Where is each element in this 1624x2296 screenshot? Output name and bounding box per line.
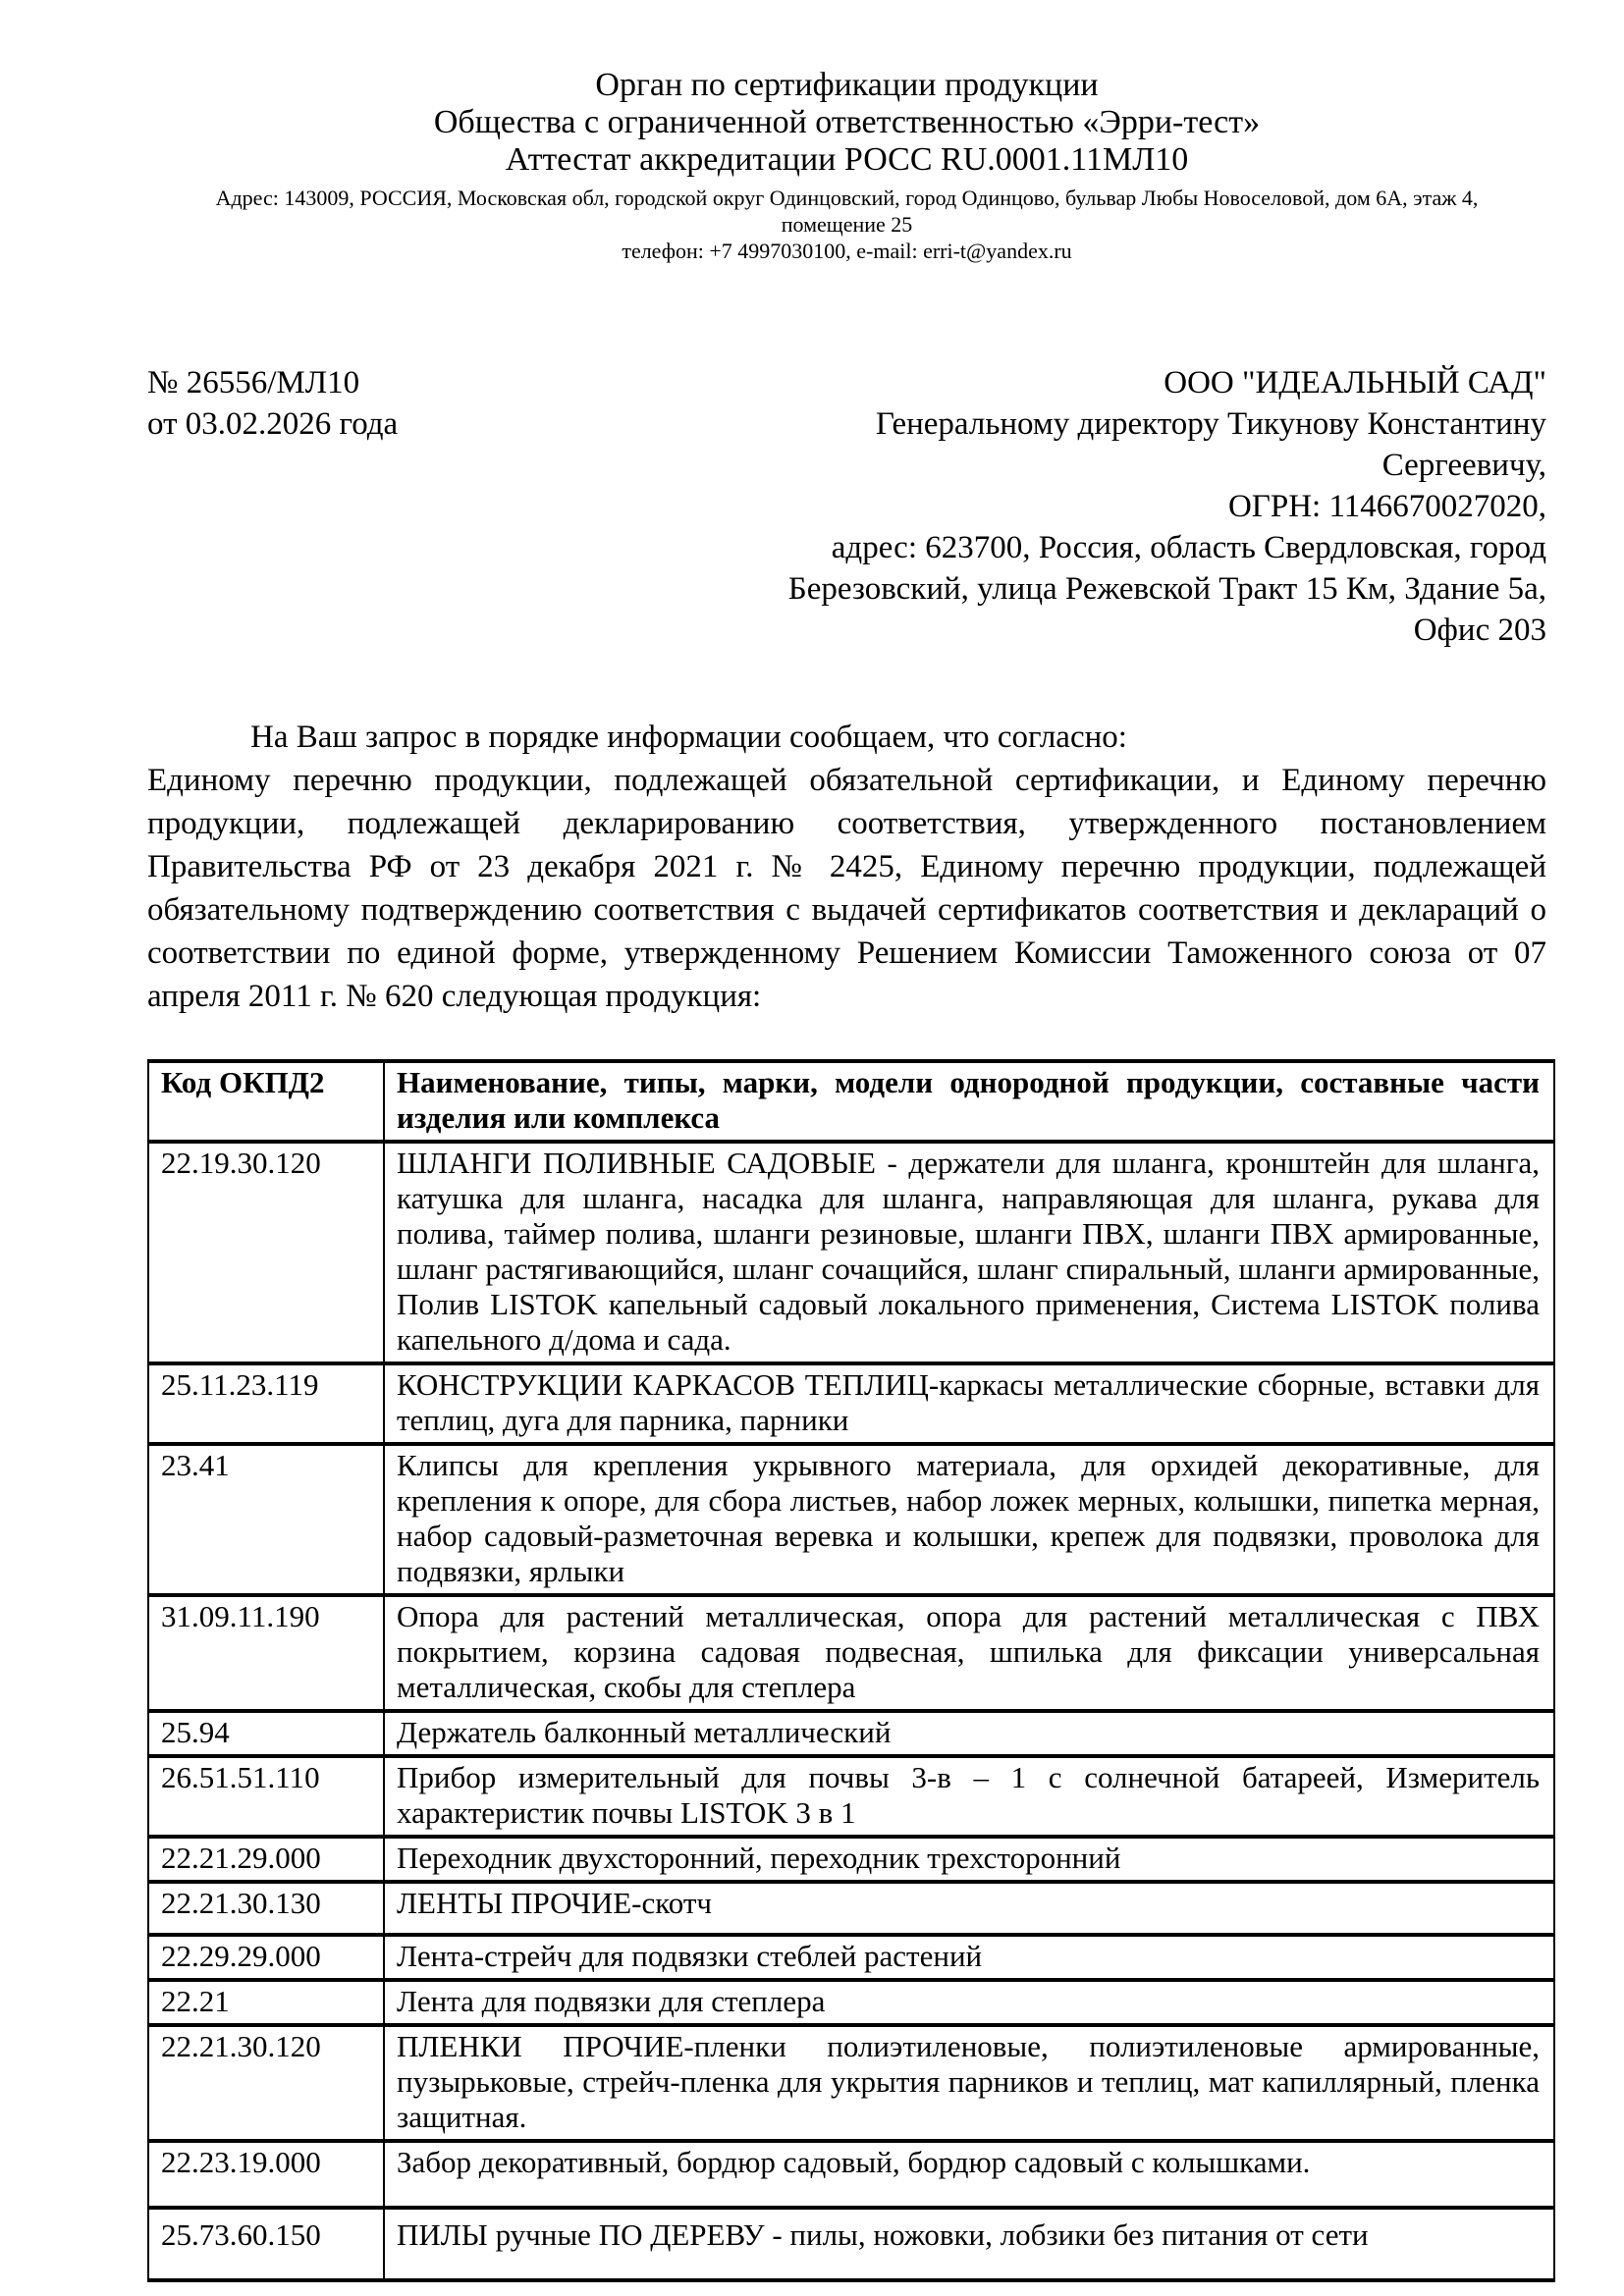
okpd2-code-cell: 23.41 [148, 1444, 384, 1595]
body-paragraph: Единому перечню продукции, подлежащей обязательной сертификации, и Единому перечню продукции, подлежащей декларированию соответствия, утвержденного постановлением Правительства РФ от 23 декабря 2021 г. № 2425, Единому перечню продукции, подлежащей обязательному подтверждению соответствия с выдачей сертификатов соответствия и деклараций о соответствии по единой форме, утвержденному Решением Комиссии Таможенного союза от 07 апреля 2011 г. № 620 следующая продукция: [147, 763, 1546, 1014]
product-description-cell: Лента для подвязки для степлера [384, 1980, 1554, 2025]
okpd2-code-cell: 31.09.11.190 [148, 1595, 384, 1711]
org-address-block [147, 185, 1546, 264]
product-description-cell: КОНСТРУКЦИИ КАРКАСОВ ТЕПЛИЦ-каркасы металлические сборные, вставки для теплиц, дуга для парника, парники [384, 1363, 1554, 1444]
letter-date: от 03.02.2026 года [147, 406, 399, 442]
table-row [148, 1363, 1554, 1444]
column-header-okpd2: Код ОКПД2 [148, 1061, 384, 1142]
recipient-company: ООО "ИДЕАЛЬНЫЙ САД" [1164, 365, 1546, 400]
recipient-ogrn: ОГРН: 1146670027020, [1227, 489, 1546, 524]
recipient-line: Сергеевичу, [1381, 448, 1546, 483]
table-row [148, 2208, 1554, 2280]
product-description-cell: Переходник двухсторонний, переходник трехсторонний [384, 1837, 1554, 1882]
okpd2-code-cell: 22.21.29.000 [148, 1837, 384, 1882]
column-header-name: Наименование, типы, марки, модели однородной продукции, составные части изделия или комплекса [384, 1061, 1554, 1142]
product-description-cell: Лента-стрейч для подвязки стеблей растений [384, 1935, 1554, 1980]
product-description-cell: ПЛЕНКИ ПРОЧИЕ-пленки полиэтиленовые, полиэтиленовые армированные, пузырьковые, стрейч-пленка для укрытия парников и теплиц, мат капиллярный, пленка защитная. [384, 2025, 1554, 2141]
org-accreditation-line: Аттестат аккредитации РОСС RU.0001.11МЛ10 [505, 141, 1189, 178]
reference-block [147, 362, 398, 445]
okpd2-code-cell: 22.21.30.130 [148, 1882, 384, 1935]
products-table-body [148, 1142, 1554, 2280]
product-description-cell: ШЛАНГИ ПОЛИВНЫЕ САДОВЫЕ - держатели для шланга, кронштейн для шланга, катушка для шланга, насадка для шланга, направляющая для шланга, рукава для полива, таймер полива, шланги резиновые, шланги ПВХ, шланги ПВХ армированные, шланг растягивающийся, шланг сочащийся, шланг спиральный, шланги армированные, Полив LISTOK капельный садовый локального применения, Система LISTOK полива капельного д/дома и сада. [384, 1142, 1554, 1363]
table-row [148, 1935, 1554, 1980]
table-row [148, 1595, 1554, 1711]
table-row [148, 1711, 1554, 1756]
org-name-line: Общества с ограниченной ответственностью «Эрри-тест» [433, 104, 1261, 140]
product-description-cell: Опора для растений металлическая, опора для растений металлическая с ПВХ покрытием, корзина садовая подвесная, шпилька для фиксации универсальная металлическая, скобы для степлера [384, 1595, 1554, 1711]
org-contacts: телефон: +7 4997030100, e-mail: erri-t@yandex.ru [622, 239, 1072, 263]
okpd2-code-cell: 22.23.19.000 [148, 2141, 384, 2208]
table-header-row [148, 1061, 1554, 1142]
okpd2-code-cell: 22.21 [148, 1980, 384, 2025]
okpd2-code-cell: 22.29.29.000 [148, 1935, 384, 1980]
org-title-line: Орган по сертификации продукции [595, 67, 1099, 103]
product-description-cell: Клипсы для крепления укрывного материала, для орхидей декоративные, для крепления к опоре, для сбора листьев, набор ложек мерных, колышки, пипетка мерная, набор садовый-разметочная веревка и колышки, крепеж для подвязки, проволока для подвязки, ярлыки [384, 1444, 1554, 1595]
letter-meta [147, 362, 1546, 651]
recipient-line: Генеральному директору Тикунову Константину [875, 406, 1546, 442]
table-row [148, 1882, 1554, 1935]
letter-number: № 26556/МЛ10 [147, 365, 360, 400]
table-row [148, 1837, 1554, 1882]
product-description-cell: Прибор измерительный для почвы 3-в – 1 с солнечной батареей, Измеритель характеристик почвы LISTOK 3 в 1 [384, 1756, 1554, 1837]
product-description-cell: ПИЛЫ ручные ПО ДЕРЕВУ - пилы, ножовки, лобзики без питания от сети [384, 2208, 1554, 2280]
product-description-cell: Держатель балконный металлический [384, 1711, 1554, 1756]
table-row [148, 1756, 1554, 1837]
org-letterhead [147, 67, 1546, 264]
recipient-address-line: Офис 203 [1413, 613, 1546, 648]
org-address-line2: помещение 25 [781, 212, 913, 237]
intro-line: На Ваш запрос в порядке информации сообщаем, что согласно: [250, 720, 1127, 755]
okpd2-code-cell: 25.11.23.119 [148, 1363, 384, 1444]
table-row [148, 1444, 1554, 1595]
product-description-cell: ЛЕНТЫ ПРОЧИЕ-скотч [384, 1882, 1554, 1935]
okpd2-code-cell: 25.94 [148, 1711, 384, 1756]
recipient-block [788, 362, 1546, 651]
org-address-line1: Адрес: 143009, РОССИЯ, Московская обл, городской округ Одинцовский, город Одинцово, бульвар Любы Новоселовой, дом 6А, этаж 4, [215, 186, 1479, 210]
table-row [148, 1142, 1554, 1363]
table-row [148, 2025, 1554, 2141]
okpd2-code-cell: 22.19.30.120 [148, 1142, 384, 1363]
okpd2-code-cell: 22.21.30.120 [148, 2025, 384, 2141]
products-table [147, 1059, 1555, 2282]
okpd2-code-cell: 26.51.51.110 [148, 1756, 384, 1837]
recipient-address-line: Березовский, улица Режевской Тракт 15 Км, Здание 5а, [787, 571, 1546, 607]
table-row [148, 1980, 1554, 2025]
product-description-cell: Забор декоративный, бордюр садовый, бордюр садовый с колышками. [384, 2141, 1554, 2208]
table-row [148, 2141, 1554, 2208]
okpd2-code-cell: 25.73.60.150 [148, 2208, 384, 2280]
recipient-address-line: адрес: 623700, Россия, область Свердловская, город [831, 530, 1546, 565]
